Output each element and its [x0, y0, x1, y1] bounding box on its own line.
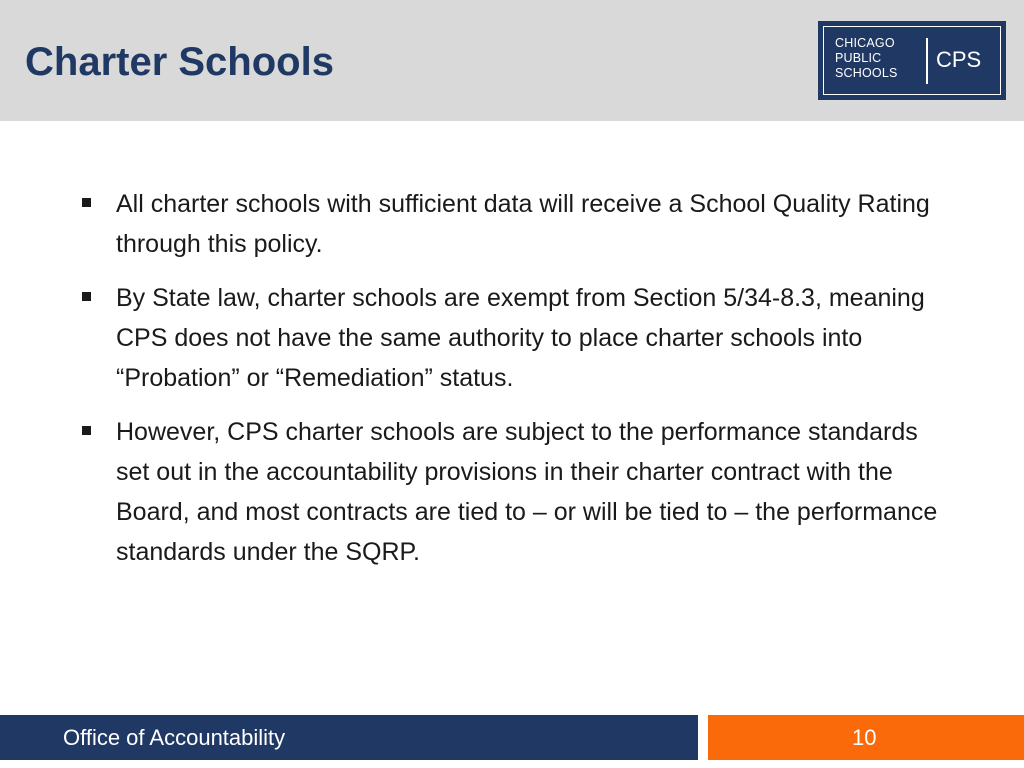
page-number: 10: [852, 725, 877, 750]
cps-logo: [818, 21, 1006, 100]
footer-office-label: Office of Accountability: [63, 725, 286, 750]
bullet-text: All charter schools with sufficient data will receive a School Quality Rating through this policy.: [116, 190, 930, 258]
bullet-text: However, CPS charter schools are subject to the performance standards set out in the accountability provisions in their charter contract with the Board, and most contracts are tied to – or will be tied to – the performance standards under the SQRP.: [116, 418, 938, 566]
bullet-text: By State law, charter schools are exempt from Section 5/34-8.3, meaning CPS does not have the same authority to place charter schools into “Probation” or “Remediation” status.: [116, 284, 925, 392]
bullet-item: [80, 278, 950, 398]
footer-bar: [0, 715, 698, 760]
square-bullet-icon: [82, 292, 91, 301]
cps-logo-abbrev: CPS: [936, 47, 982, 72]
cps-logo-line-2: PUBLIC: [835, 51, 882, 65]
footer-page-bar: [708, 715, 1024, 760]
cps-logo-frame: [823, 26, 1001, 95]
slide-title: Charter Schools: [25, 40, 334, 84]
cps-logo-divider: [926, 38, 928, 84]
square-bullet-icon: [82, 426, 91, 435]
square-bullet-icon: [82, 198, 91, 207]
bullet-list: [80, 184, 950, 586]
cps-logo-line-1: CHICAGO: [835, 36, 895, 50]
cps-logo-line-3: SCHOOLS: [835, 66, 898, 80]
bullet-item: [80, 184, 950, 264]
bullet-item: [80, 412, 950, 572]
slide-header: [0, 0, 1024, 121]
cps-logo-wordmark: [835, 36, 898, 81]
